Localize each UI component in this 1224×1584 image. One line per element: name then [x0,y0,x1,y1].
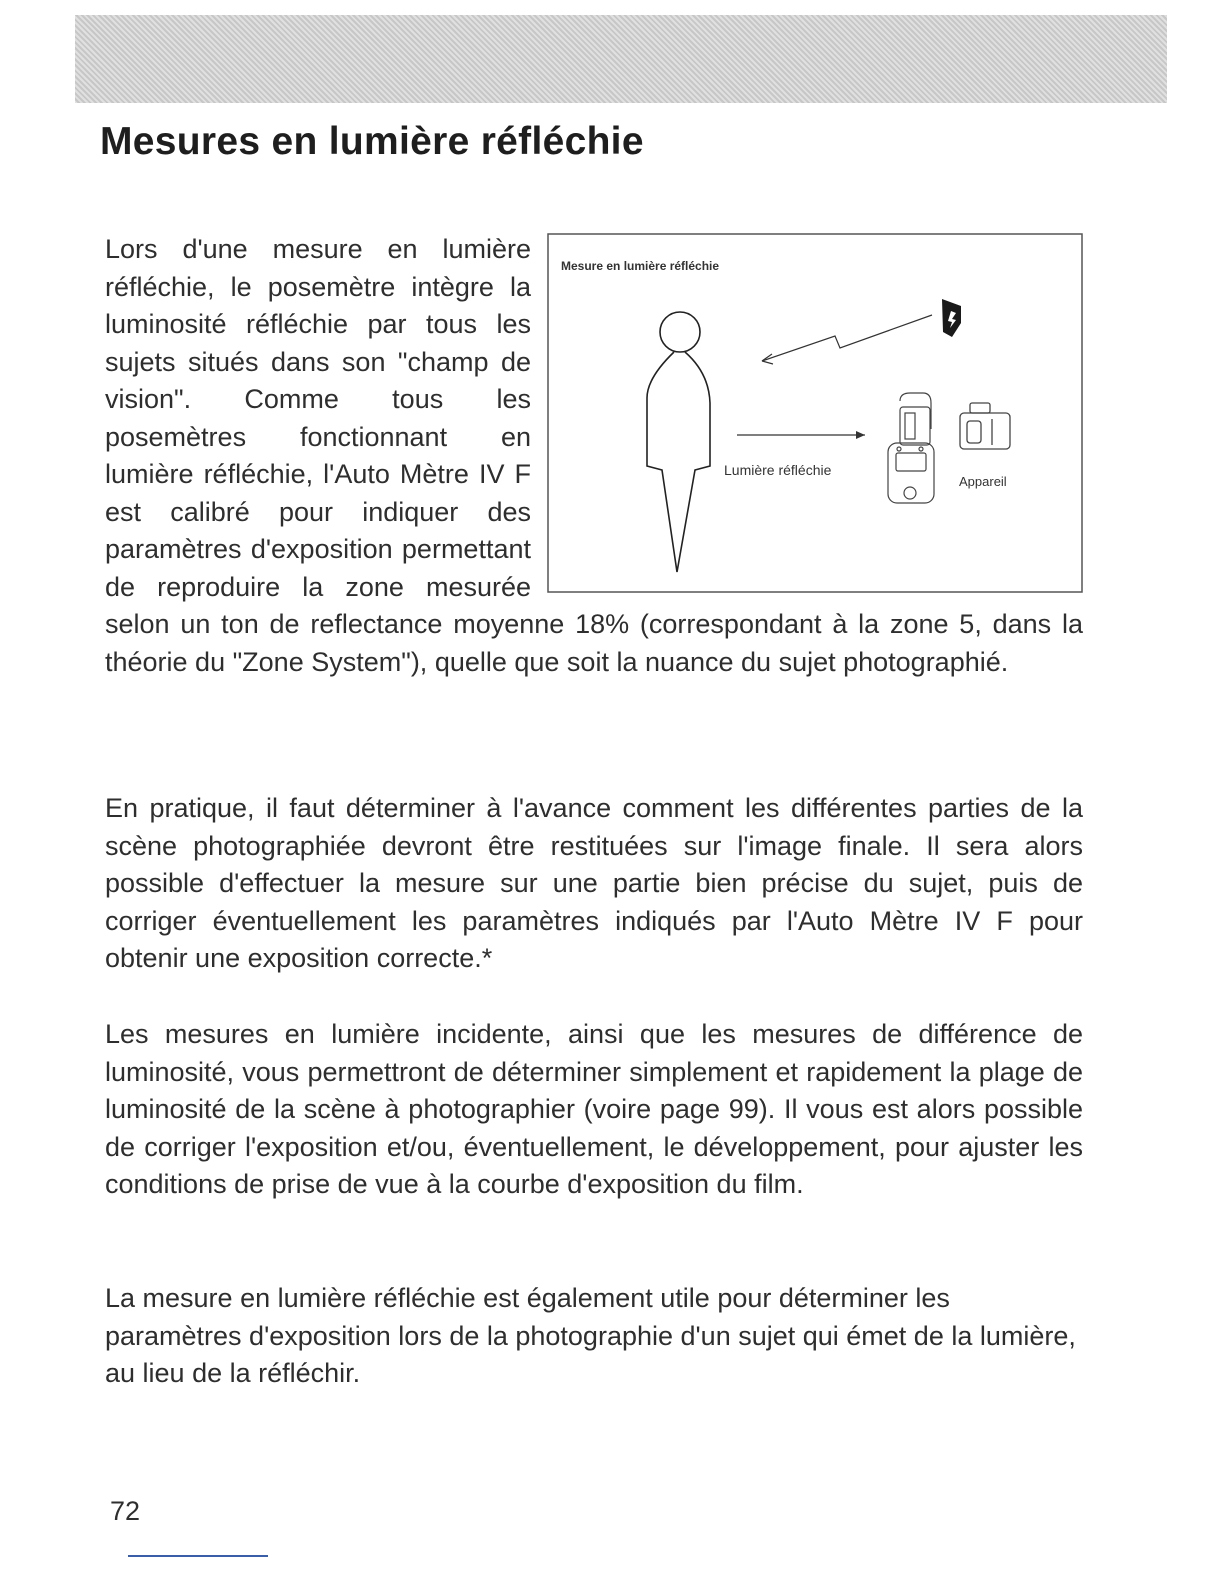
figure-title: Mesure en lumière réfléchie [561,259,720,273]
intro-section [105,231,1083,681]
paragraph-incident: Les mesures en lumière incidente, ainsi que les mesures de différence de luminosité, vous permettront de déterminer simplement et rapidement la plage de luminosité de la scène à photographier (voire page 99). Il vous est alors possible de corriger l'exposition et/ou, éventuellement, le développement, pour ajuster les conditions de prise de vue à la courbe d'exposition du film. [105,1019,1083,1199]
reflected-light-arrow [737,431,865,439]
person-figure-icon [647,312,710,572]
page-title: Mesures en lumière réfléchie [100,120,644,163]
page-number: 72 [110,1496,141,1526]
flash-path-icon [762,315,932,364]
camera-icon [960,403,1010,449]
reflected-light-figure [547,233,1083,593]
paragraph-intro: Lors d'une mesure en lumière réfléchie, le posemètre intègre la luminosité réfléchie par tous les sujets situés dans son "champ de vision". Comme tous les posemètres fonctionnant en lumière réfléchie, l'Auto Mètre IV F est calibré pour indiquer des paramètres d'exposition permettant de reproduire la zone mesurée selon un ton de reflectance moyenne 18% (correspondant à la zone 5, dans la théorie du "Zone System"), quelle que soit la nuance du sujet photographié. [105,234,1083,677]
paragraph-emissive: La mesure en lumière réfléchie est également utile pour déterminer les paramètres d'exposition lors de la photographie d'un sujet qui émet de la lumière, au lieu de la réfléchir. [105,1283,1076,1388]
flash-unit-icon [942,299,961,337]
reflected-light-label: Lumière réfléchie [724,462,832,478]
figure-drawing [547,233,1083,593]
paragraph-practice: En pratique, il faut déterminer à l'avance comment les différentes parties de la scène photographiée devront être restituées sur l'image finale. Il sera alors possible d'effectuer la mesure sur une partie bien précise du sujet, puis de corriger éventuellement les paramètres indiqués par l'Auto Mètre IV F pour obtenir une exposition correcte.* [105,793,1083,973]
camera-label: Appareil [959,474,1007,489]
header-band [75,15,1167,103]
light-meter-icon [888,393,934,503]
bottom-rule [128,1555,268,1557]
